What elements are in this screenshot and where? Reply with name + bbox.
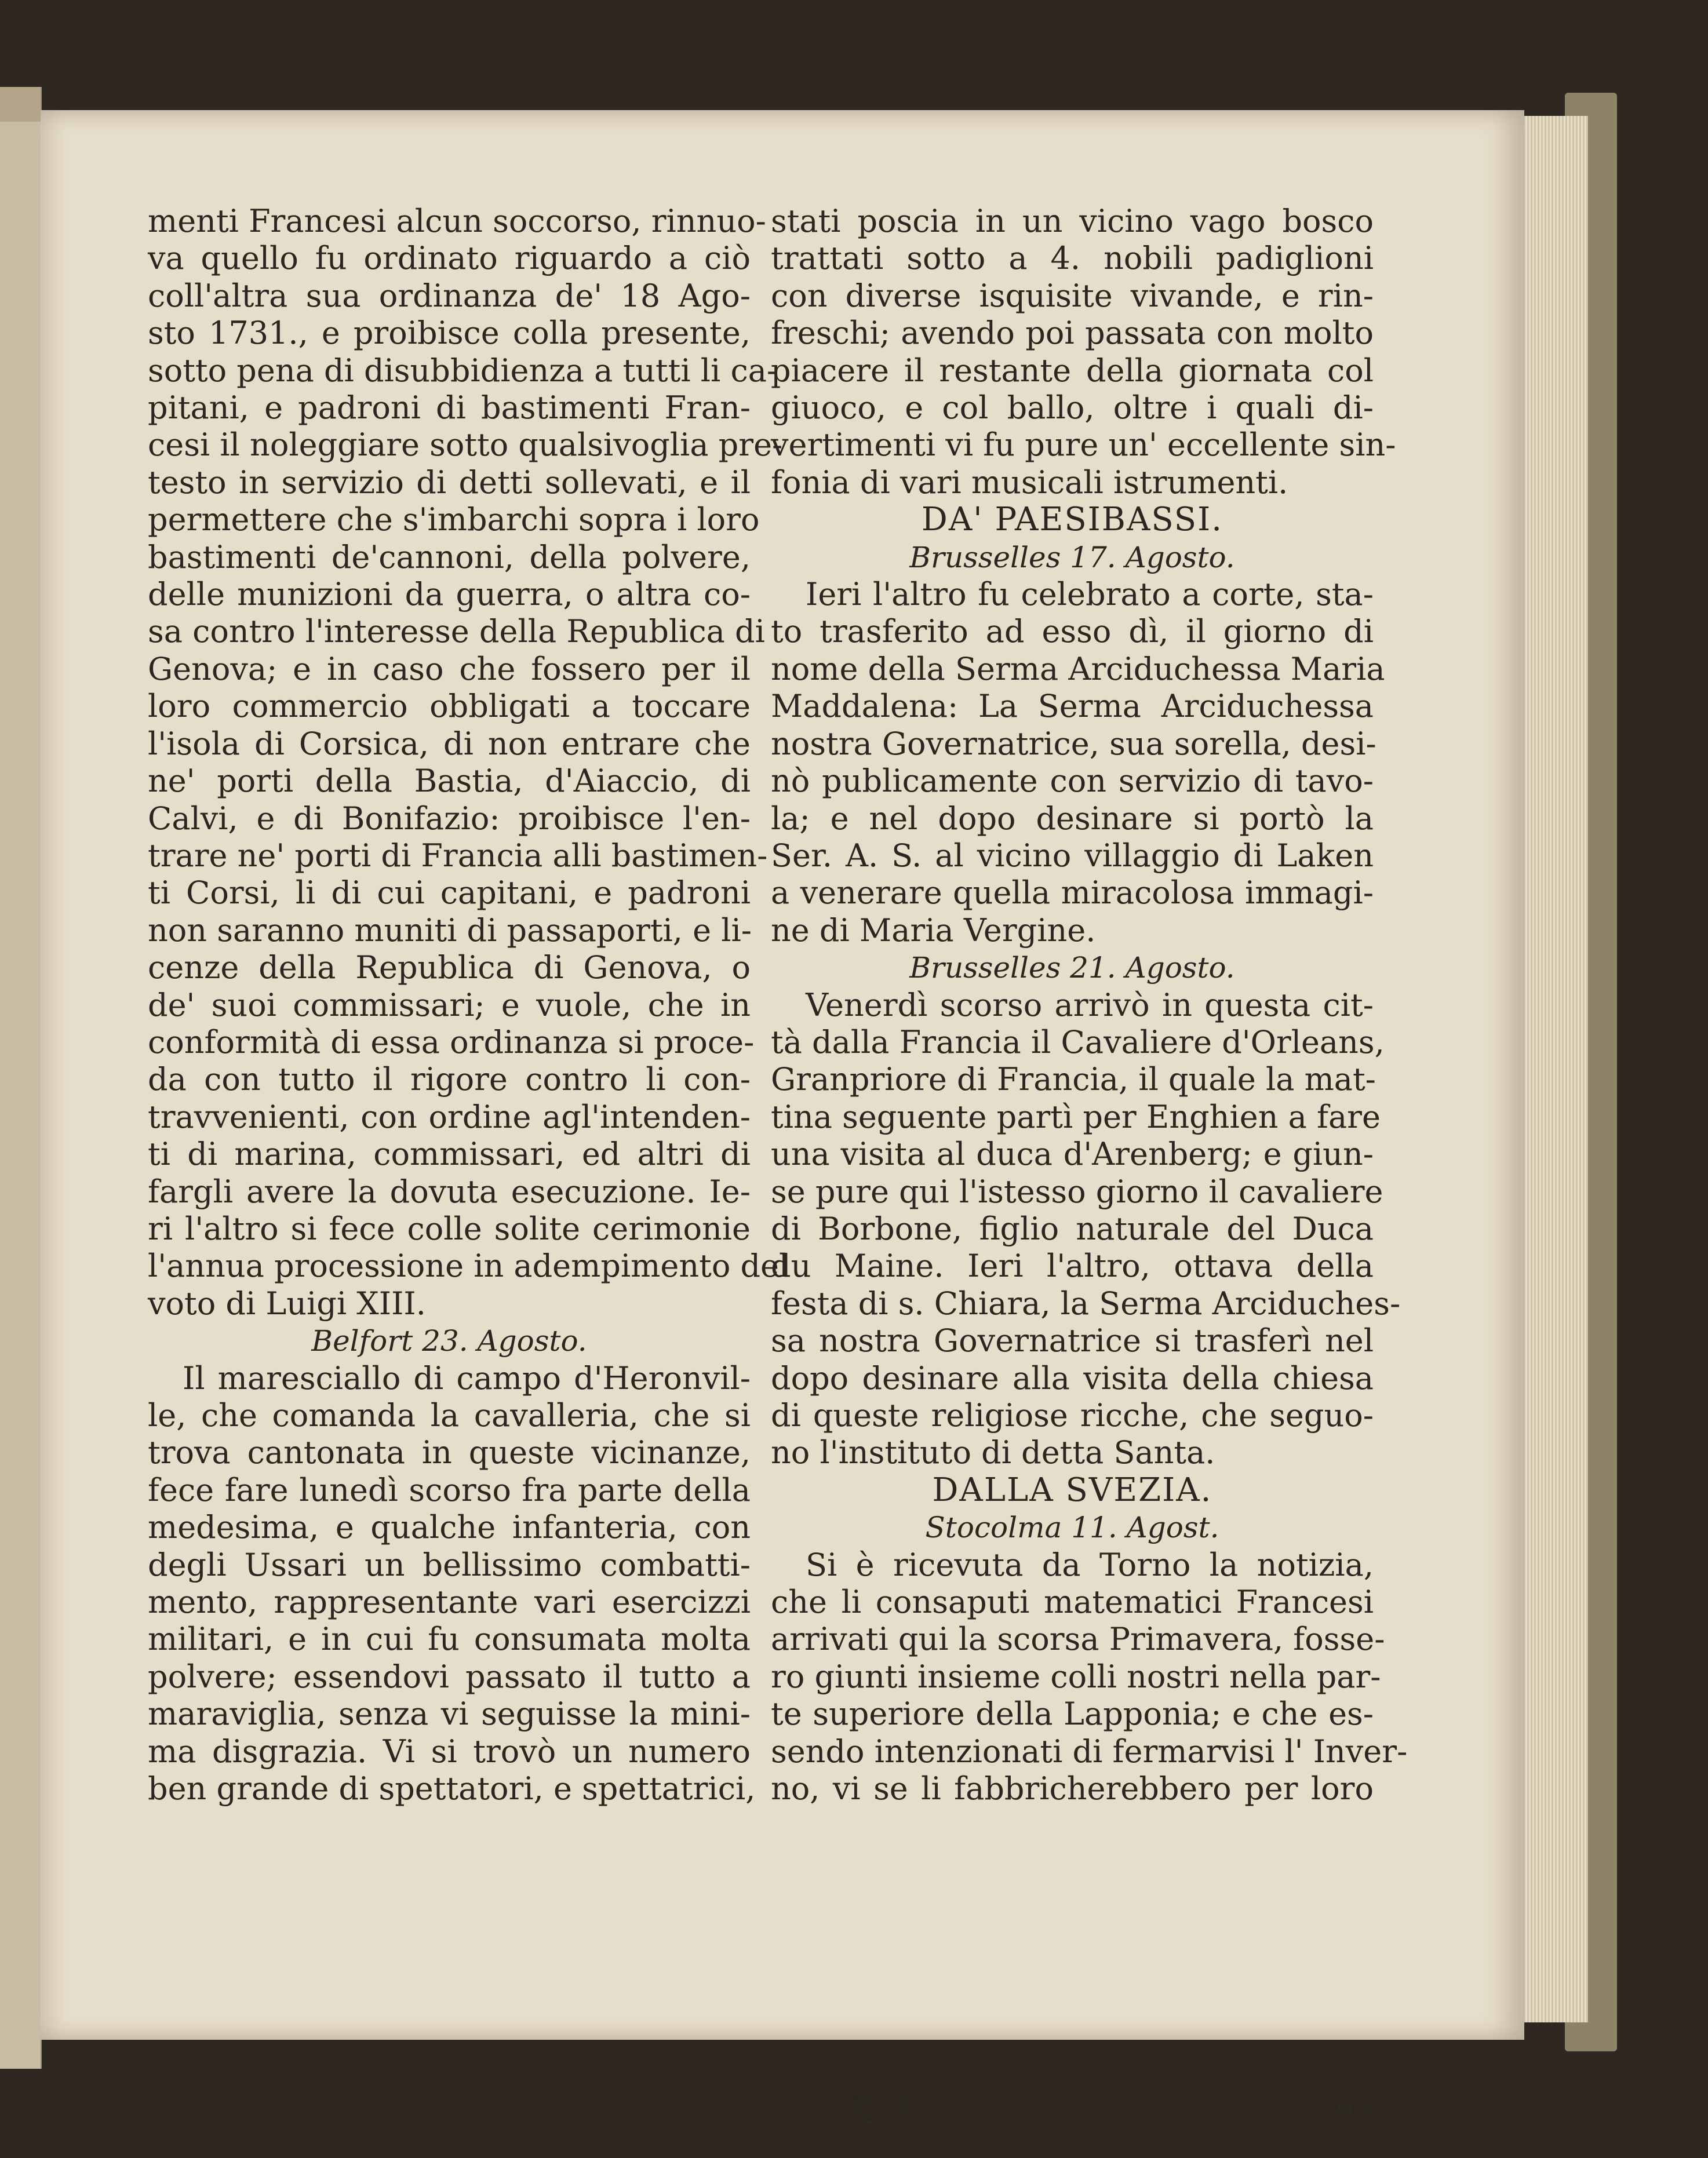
dateline-brusselles-21: Brusselles 21. Agosto. (909, 951, 1235, 985)
text-line: conformità di essa ordinanza si proce- (148, 1023, 755, 1060)
text-line: loro commercio obbligati a toccare (148, 688, 751, 725)
text-line: degli Ussari un bellissimo combatti- (148, 1546, 751, 1583)
text-line: dopo desinare alla visita della chiesa (771, 1359, 1374, 1397)
text-line: sa nostra Governatrice si trasferì nel (771, 1322, 1374, 1359)
text-line: sotto pena di disubbidienza a tutti li ca- (148, 352, 778, 389)
text-line: nò publicamente con servizio di tavo- (771, 763, 1374, 800)
text-line: Granpriore di Francia, il quale la mat- (771, 1061, 1376, 1098)
text-line: fece fare lunedì scorso fra parte della (148, 1471, 751, 1508)
right-column (771, 203, 1408, 1807)
text-line: freschi; avendo poi passata con molto (771, 315, 1374, 352)
text-line: sendo intenzionati di fermarvisi l' Inver- (771, 1733, 1408, 1770)
text-line: bastimenti de'cannoni, della polvere, (148, 538, 751, 575)
text-line: se pure qui l'istesso giorno il cavaliere (771, 1173, 1383, 1210)
spine-band (0, 87, 41, 122)
text-line: con diverse isquisite vivande, e rin- (771, 277, 1374, 314)
text-line: Il maresciallo di campo d'Heronvil- (183, 1359, 751, 1397)
text-line: cesi il noleggiare sotto qualsivoglia pre- (148, 427, 783, 464)
text-line: testo in servizio di detti sollevati, e il (148, 464, 751, 501)
text-line: de' suoi commissari; e vuole, che in (148, 986, 751, 1023)
text-line: Venerdì scorso arrivò in questa cit- (806, 986, 1374, 1023)
text-line: coll'altra sua ordinanza de' 18 Ago- (148, 277, 751, 314)
text-line: mento, rappresentante vari esercizzi (148, 1584, 751, 1621)
text-line: fonia di vari musicali istrumenti. (771, 464, 1288, 501)
text-line: polvere; essendovi passato il tutto a (148, 1658, 751, 1695)
text-line: a venerare quella miracolosa immagi- (771, 874, 1374, 912)
text-line: Genova; e in caso che fossero per il (148, 650, 751, 687)
text-line: trare ne' porti di Francia alli bastimen- (148, 837, 768, 874)
text-line: no, vi se li fabbricherebbero per loro (771, 1770, 1374, 1807)
text-line: menti Francesi alcun soccorso, rinnuo- (148, 203, 766, 239)
text-line: tina seguente partì per Enghien a fare (771, 1098, 1381, 1135)
book-spine (0, 87, 42, 2069)
text-line: no l'instituto di detta Santa. (771, 1434, 1215, 1471)
text-line: Ieri l'altro fu celebrato a corte, sta- (806, 576, 1374, 613)
text-line: delle munizioni da guerra, o altra co- (148, 576, 751, 613)
right-paragraph-3 (771, 986, 1401, 1472)
text-line: stati poscia in un vicino vago bosco (771, 203, 1374, 239)
text-line: sto 1731., e proibisce colla presente, (148, 315, 751, 352)
text-line: che li consaputi matematici Francesi (771, 1584, 1374, 1621)
text-line: la; e nel dopo desinare si portò la (771, 800, 1374, 837)
right-paragraph-2 (771, 576, 1385, 949)
text-line: permettere che s'imbarchi sopra i loro (148, 501, 760, 538)
page-footer (0, 2089, 1708, 2135)
text-line: ro giunti insieme colli nostri nella par- (771, 1658, 1381, 1695)
text-line: di queste religiose ricche, che seguo- (771, 1397, 1374, 1434)
signature-mark: X 3 (849, 2089, 907, 2130)
text-line: festa di s. Chiara, la Serma Arciduches- (771, 1285, 1401, 1322)
text-line: du Maine. Ieri l'altro, ottava della (771, 1248, 1374, 1285)
text-line: ti Corsi, li di cui capitani, e padroni (148, 874, 751, 912)
text-line: trova cantonata in queste vicinanze, (148, 1434, 751, 1471)
text-line: va quello fu ordinato riguardo a ciò (148, 240, 751, 277)
text-line: maraviglia, senza vi seguisse la mini- (148, 1696, 751, 1733)
text-line: di Borbone, figlio naturale del Duca (771, 1210, 1374, 1247)
text-line: medesima, e qualche infanteria, con (148, 1509, 751, 1546)
text-line: to trasferito ad esso dì, il giorno di (771, 613, 1374, 650)
text-line: l'isola di Corsica, di non entrare che (148, 725, 751, 762)
text-line: ri l'altro si fece colle solite cerimonie (148, 1210, 751, 1247)
text-line: ben grande di spettatori, e spettatrici, (148, 1770, 756, 1807)
text-line: voto di Luigi XIII. (148, 1285, 426, 1322)
dateline-belfort: Belfort 23. Agosto. (311, 1324, 587, 1358)
text-line: non saranno muniti di passaporti, e li- (148, 912, 752, 949)
book-page (41, 110, 1524, 2040)
left-column (148, 203, 789, 1807)
text-line: cenze della Republica di Genova, o (148, 949, 751, 986)
left-paragraph-2 (148, 1359, 756, 1808)
text-line: ti di marina, commissari, ed altri di (148, 1136, 751, 1173)
text-line: ne di Maria Vergine. (771, 912, 1096, 949)
dateline-brusselles-17: Brusselles 17. Agosto. (909, 540, 1235, 574)
text-line: le, che comanda la cavalleria, che si (148, 1397, 751, 1434)
text-line: pitani, e padroni di bastimenti Fran- (148, 389, 751, 427)
right-paragraph-1 (771, 203, 1396, 501)
text-line: travvenienti, con ordine agl'intenden- (148, 1098, 751, 1135)
text-line: giuoco, e col ballo, oltre i quali di- (771, 389, 1374, 427)
dateline-stocolma: Stocolma 11. Agost. (925, 1511, 1219, 1545)
text-line: arrivati qui la scorsa Primavera, fosse- (771, 1621, 1385, 1658)
text-line: Ser. A. S. al vicino villaggio di Laken (771, 837, 1374, 874)
text-line: l'annua processione in adempimento del (148, 1248, 789, 1285)
section-heading-svezia: DALLA SVEZIA. (932, 1471, 1212, 1509)
text-line: sa contro l'interesse della Republica di (148, 613, 765, 650)
section-heading-paesibassi: DA' PAESIBASSI. (921, 501, 1223, 539)
text-line: ma disgrazia. Vi si trovò un numero (148, 1733, 751, 1770)
text-line: Si è ricevuta da Torno la notizia, (806, 1546, 1374, 1583)
text-line: vertimenti vi fu pure un' eccellente sin- (771, 427, 1396, 464)
text-line: militari, e in cui fu consumata molta (148, 1621, 751, 1658)
left-paragraph-1 (148, 203, 789, 1322)
text-line: da con tutto il rigore contro li con- (148, 1061, 751, 1098)
text-line: ne' porti della Bastia, d'Aiaccio, di (148, 763, 751, 800)
text-line: nome della Serma Arciduchessa Maria (771, 650, 1385, 687)
text-line: tà dalla Francia il Cavaliere d'Orleans, (771, 1023, 1385, 1060)
text-line: te superiore della Lapponia; e che es- (771, 1696, 1374, 1733)
text-line: fargli avere la dovuta esecuzione. Ie- (148, 1173, 751, 1210)
text-line: nostra Governatrice, sua sorella, desi- (771, 725, 1376, 762)
page-edges (1518, 116, 1588, 2022)
right-paragraph-4 (771, 1546, 1408, 1808)
text-line: una visita al duca d'Arenberg; e giun- (771, 1136, 1374, 1173)
text-line: Maddalena: La Serma Arciduchessa (771, 688, 1374, 725)
text-line: Calvi, e di Bonifazio: proibisce l'en- (148, 800, 751, 837)
text-line: piacere il restante della giornata col (771, 352, 1374, 389)
catchword: co (1333, 2089, 1368, 2124)
text-line: trattati sotto a 4. nobili padiglioni (771, 240, 1374, 277)
